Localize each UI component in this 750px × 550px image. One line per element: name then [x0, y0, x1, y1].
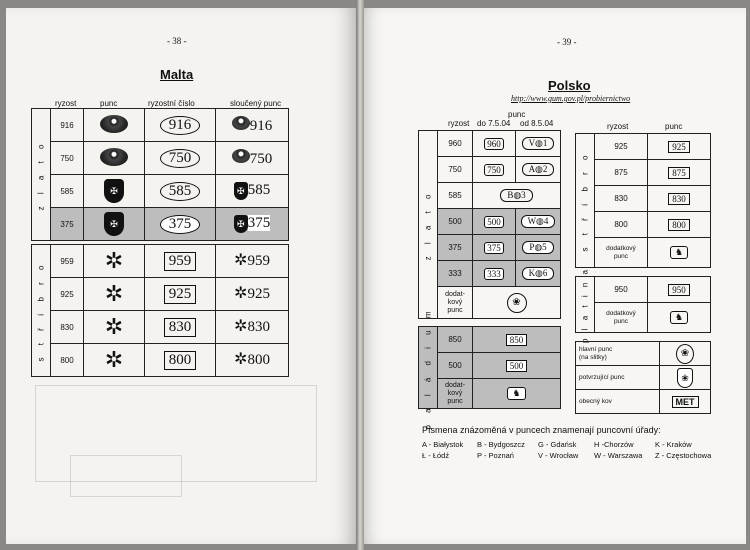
header-slouceny-punc: sloučený punc: [230, 99, 282, 108]
city-item: H -Chorzów: [594, 440, 634, 449]
fineness-number-cell: 916: [145, 109, 216, 142]
extra-hallmark-label: dodat- kový punc: [438, 287, 473, 319]
right-page-number: - 39 -: [557, 37, 577, 47]
city-item: B - Bydgoszcz: [477, 440, 525, 449]
fineness-number-cell: 585: [145, 175, 216, 208]
fineness-cell: 500: [438, 353, 473, 379]
hallmark-cell: 500: [473, 353, 561, 379]
head-hallmark-icon: K◍6: [522, 267, 555, 280]
header-do-date: do 7.5.04: [477, 119, 511, 128]
fineness-number-cell: 750: [145, 142, 216, 175]
combined-hallmark-cell: 916: [216, 109, 289, 142]
hallmark-cell: 875: [648, 160, 711, 186]
shield-hallmark-icon: ✠: [234, 182, 248, 200]
poland-legend-table: [575, 341, 711, 414]
city-item: Z - Częstochowa: [655, 451, 712, 460]
hallmark-cell: 950: [648, 277, 711, 303]
hallmark-cell: [84, 175, 145, 208]
head-hallmark-icon: P◍5: [522, 241, 553, 254]
fineness-cell: 750: [51, 142, 84, 175]
new-hallmark-cell: [516, 235, 561, 261]
old-hallmark-cell: 500: [473, 209, 516, 235]
city-item: A - Białystok: [422, 440, 464, 449]
header-ryzost: ryzost: [448, 119, 470, 128]
hallmark-cell: 830: [648, 186, 711, 212]
old-hallmark-cell: 375: [473, 235, 516, 261]
fineness-cell: 960: [438, 131, 473, 157]
poland-platinum-table: [575, 266, 711, 343]
combined-hallmark-cell: ✲925: [216, 278, 289, 311]
source-url: http://www.gum.gov.pl/probiernictwo: [511, 94, 631, 103]
fineness-cell: 925: [51, 278, 84, 311]
maltese-cross-icon: ✲: [104, 248, 124, 273]
hallmark-cell: 800: [648, 212, 711, 238]
eagle-hallmark-icon: ❀: [676, 344, 694, 364]
malta-silver-table: [31, 244, 289, 377]
hallmark-cell: 925: [648, 134, 711, 160]
extra-hallmark-cell: [648, 303, 711, 333]
fineness-number-cell: 375: [145, 208, 216, 241]
legend-mark-cell: [660, 366, 711, 390]
fineness-number-cell: 959: [145, 245, 216, 278]
maltese-cross-icon: ✲: [104, 314, 124, 339]
combined-hallmark-cell: ✠ 375: [216, 208, 289, 241]
head-hallmark-icon: A◍2: [522, 163, 555, 176]
extra-hallmark-label: dodat- kový punc: [438, 379, 473, 409]
fineness-number-cell: 925: [145, 278, 216, 311]
head-hallmark-icon: B◍3: [500, 189, 532, 202]
fineness-cell: 950: [595, 277, 648, 303]
book-gutter: [356, 0, 364, 550]
header-punc: punc: [508, 110, 526, 119]
fineness-cell: 830: [595, 186, 648, 212]
left-page-number: - 38 -: [167, 36, 187, 46]
silver-group-label: s t ř í b r o: [32, 245, 51, 377]
silver-group-label: s t ř í b r o: [576, 134, 595, 268]
hallmark-cell: [84, 208, 145, 241]
fineness-cell: 830: [51, 311, 84, 344]
combined-hallmark-cell: ✲800: [216, 344, 289, 377]
header-punc: punc: [100, 99, 118, 108]
malta-gold-table: [31, 108, 289, 241]
palladium-group-label: p a l á d i u m: [419, 327, 438, 409]
city-item: P - Poznań: [477, 451, 514, 460]
city-item: W - Warszawa: [594, 451, 643, 460]
head-hallmark-icon: V◍1: [522, 137, 555, 150]
poland-silver-table: [575, 133, 711, 268]
new-hallmark-cell: [516, 131, 561, 157]
old-hallmark-cell: 750: [473, 157, 516, 183]
extra-hallmark-cell: [473, 287, 561, 319]
new-hallmark-cell: [516, 261, 561, 287]
city-item: K - Kraków: [655, 440, 692, 449]
hallmark-cell: [84, 344, 145, 377]
fineness-cell: 959: [51, 245, 84, 278]
eagle-shield-icon: ❀: [677, 368, 693, 388]
fineness-cell: 800: [51, 344, 84, 377]
fineness-cell: 850: [438, 327, 473, 353]
extra-hallmark-label: dodatkový punc: [595, 238, 648, 268]
gold-group-label: z l a t o: [32, 109, 51, 241]
hallmark-cell: [84, 245, 145, 278]
new-hallmark-cell: [516, 157, 561, 183]
horse-hallmark-icon: ♞: [507, 387, 525, 400]
fineness-cell: 375: [438, 235, 473, 261]
legend-mark-cell: [660, 342, 711, 366]
fineness-cell: 875: [595, 160, 648, 186]
maltese-cross-icon: ✲: [104, 347, 124, 372]
new-hallmark-cell: [516, 209, 561, 235]
maltese-cross-icon: ✲: [104, 281, 124, 306]
hallmark-cell: [473, 183, 561, 209]
fineness-number-cell: 800: [145, 344, 216, 377]
platinum-group-label: p l a t i n a: [576, 277, 595, 333]
hallmark-cell: [84, 142, 145, 175]
fineness-cell: 585: [438, 183, 473, 209]
fineness-cell: 333: [438, 261, 473, 287]
poland-gold-table: [418, 130, 561, 319]
extra-hallmark-cell: [473, 379, 561, 409]
city-item: Ł - Łódź: [422, 451, 450, 460]
fineness-cell: 500: [438, 209, 473, 235]
fineness-cell: 375: [51, 208, 84, 241]
city-item: V - Wrocław: [538, 451, 579, 460]
maltese-cross-icon: ✲: [234, 285, 248, 302]
old-hallmark-cell: 333: [473, 261, 516, 287]
shield-hallmark-icon: ✠: [234, 215, 248, 233]
legend-label: obecný kov: [576, 390, 660, 414]
horse-hallmark-icon: ♞: [670, 246, 688, 259]
hallmark-cell: [84, 311, 145, 344]
gold-group-label: z l a t o: [419, 131, 438, 319]
shield-hallmark-icon: ✠: [104, 212, 124, 236]
crown-hallmark-icon: [100, 115, 128, 133]
hallmark-cell: [84, 109, 145, 142]
header-od-date: od 8.5.04: [520, 119, 554, 128]
crown-hallmark-icon: [232, 116, 250, 130]
fineness-cell: 925: [595, 134, 648, 160]
combined-hallmark-cell: ✠ 585: [216, 175, 289, 208]
poland-palladium-table: [418, 305, 561, 430]
crown-hallmark-icon: [232, 149, 250, 163]
header-ryzost: ryzost: [55, 99, 77, 108]
legend-label: hlavní punc (na slitky): [576, 342, 660, 366]
polsko-title: Polsko: [548, 78, 591, 93]
head-hallmark-icon: W◍4: [521, 215, 556, 228]
header-ryzostni-cislo: ryzostní číslo: [148, 99, 195, 108]
shield-hallmark-icon: ✠: [104, 179, 124, 203]
bird-hallmark-icon: ❀: [507, 293, 527, 313]
legend-mark-cell: MET: [660, 390, 711, 414]
crown-hallmark-icon: [100, 148, 128, 166]
malta-title: Malta: [160, 67, 194, 82]
fineness-cell: 800: [595, 212, 648, 238]
show-through-ghost: [70, 455, 182, 497]
header-ryzost: ryzost: [607, 122, 629, 131]
fineness-number-cell: 830: [145, 311, 216, 344]
header-punc: punc: [665, 122, 683, 131]
fineness-cell: 750: [438, 157, 473, 183]
extra-hallmark-label: dodatkový punc: [595, 303, 648, 333]
hallmark-cell: [84, 278, 145, 311]
old-hallmark-cell: 960: [473, 131, 516, 157]
maltese-cross-icon: ✲: [234, 351, 248, 368]
assay-office-list: [422, 440, 722, 464]
maltese-cross-icon: ✲: [234, 318, 248, 335]
maltese-cross-icon: ✲: [234, 252, 248, 269]
hallmark-cell: 850: [473, 327, 561, 353]
office-note: Písmena znázoměná v puncech znamenají puncovní úřady:: [422, 425, 661, 435]
horse-hallmark-icon: ♞: [670, 311, 688, 324]
fineness-cell: 585: [51, 175, 84, 208]
combined-hallmark-cell: ✲830: [216, 311, 289, 344]
city-item: G - Gdańsk: [538, 440, 577, 449]
combined-hallmark-cell: 750: [216, 142, 289, 175]
legend-label: potvrzující punc: [576, 366, 660, 390]
fineness-cell: 916: [51, 109, 84, 142]
combined-hallmark-cell: ✲959: [216, 245, 289, 278]
extra-hallmark-cell: [648, 238, 711, 268]
